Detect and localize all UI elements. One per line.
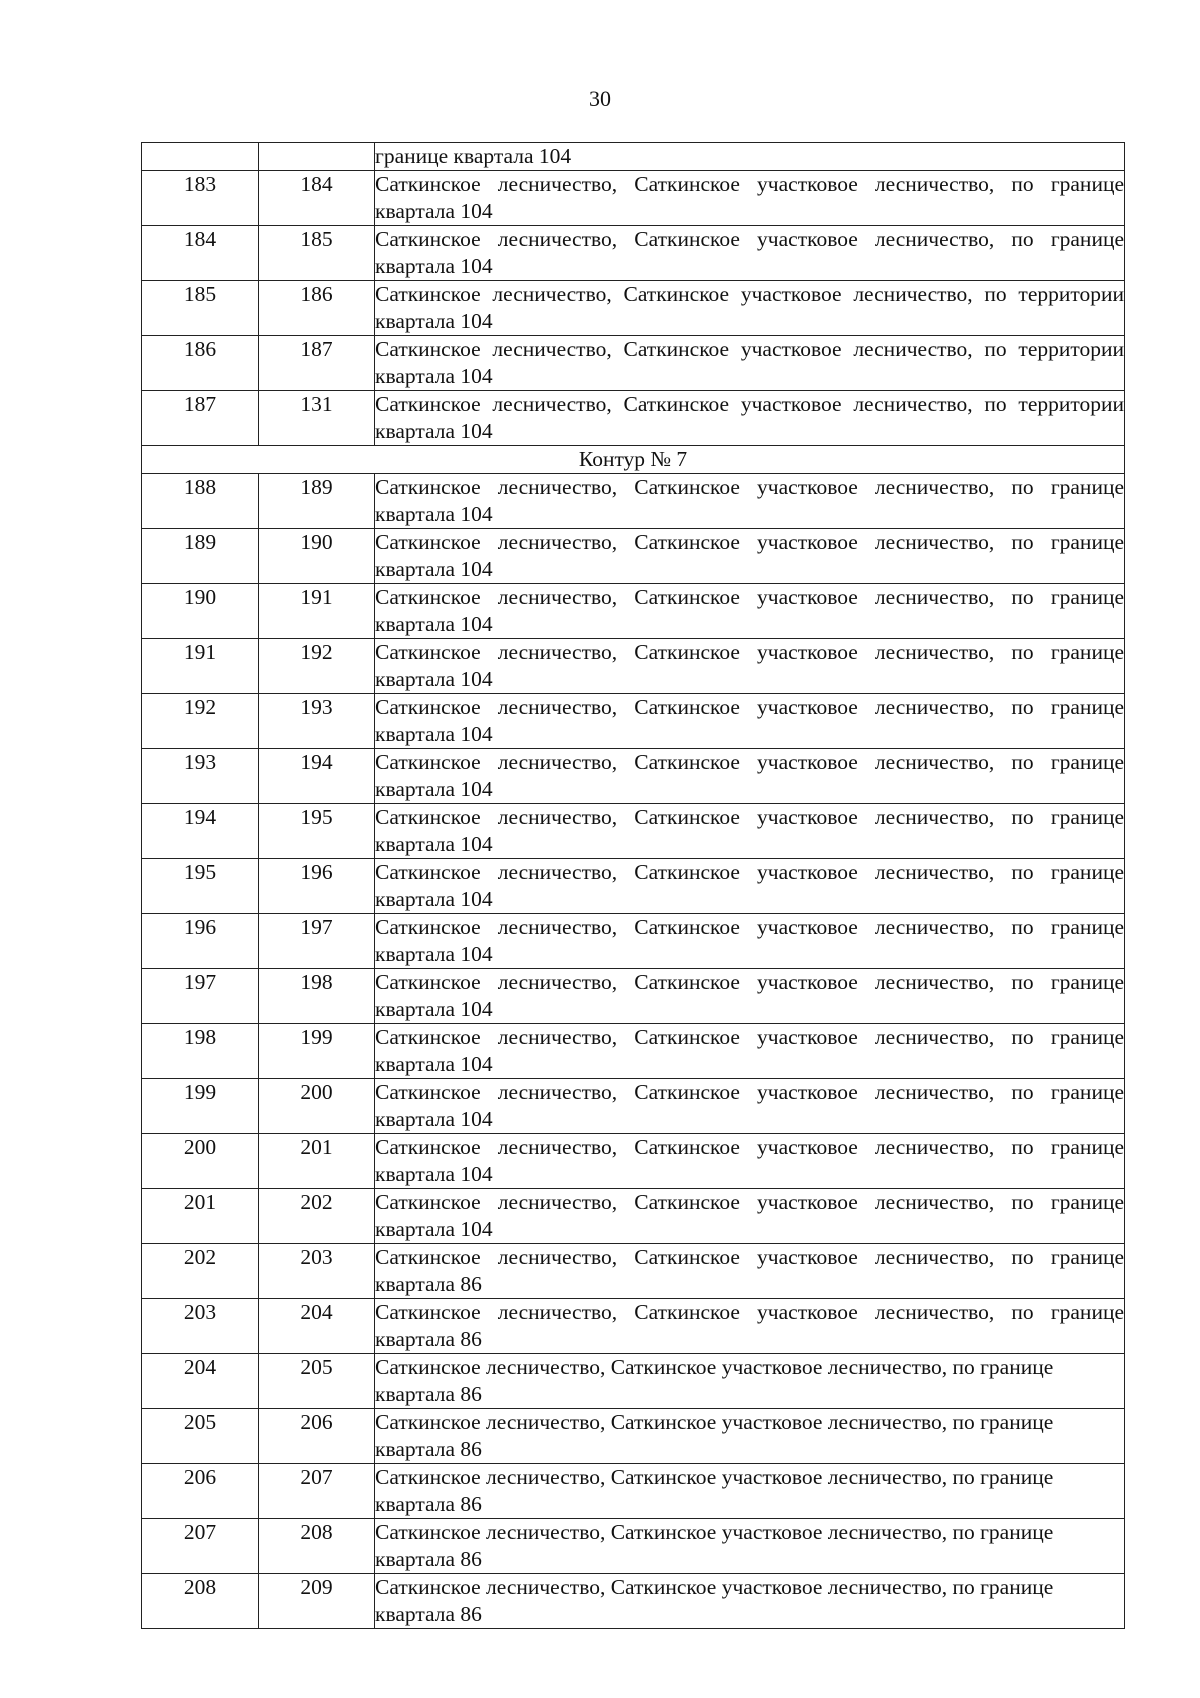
point-to-cell: 199: [259, 1024, 375, 1079]
point-from-cell: 186: [142, 336, 259, 391]
description-cell: Саткинское лесничество, Саткинское участковое лесничество, по границе квартала 104: [375, 529, 1125, 584]
point-to-cell: 131: [259, 391, 375, 446]
description-cell: Саткинское лесничество, Саткинское участковое лесничество, по границе квартала 104: [375, 969, 1125, 1024]
point-from-cell: [142, 143, 259, 171]
point-from-cell: 204: [142, 1354, 259, 1409]
table-row: [142, 226, 1125, 281]
point-to-cell: 193: [259, 694, 375, 749]
description-cell: Саткинское лесничество, Саткинское участковое лесничество, по границе квартала 104: [375, 171, 1125, 226]
description-cell: Саткинское лесничество, Саткинское участковое лесничество, по границе квартала 86: [375, 1354, 1125, 1409]
description-cell: Саткинское лесничество, Саткинское участковое лесничество, по территории квартала 104: [375, 281, 1125, 336]
point-from-cell: 184: [142, 226, 259, 281]
table-row: [142, 281, 1125, 336]
point-from-cell: 185: [142, 281, 259, 336]
point-to-cell: 184: [259, 171, 375, 226]
point-to-cell: 207: [259, 1464, 375, 1519]
point-from-cell: 192: [142, 694, 259, 749]
point-to-cell: 209: [259, 1574, 375, 1629]
table-row: [142, 1134, 1125, 1189]
point-to-cell: 202: [259, 1189, 375, 1244]
description-cell: Саткинское лесничество, Саткинское участковое лесничество, по границе квартала 86: [375, 1519, 1125, 1574]
point-from-cell: 199: [142, 1079, 259, 1134]
table-row: [142, 336, 1125, 391]
point-from-cell: 201: [142, 1189, 259, 1244]
description-cell: Саткинское лесничество, Саткинское участковое лесничество, по границе квартала 104: [375, 1134, 1125, 1189]
table-row: [142, 1464, 1125, 1519]
table-row: [142, 1079, 1125, 1134]
table-row: [142, 804, 1125, 859]
description-cell: Саткинское лесничество, Саткинское участковое лесничество, по границе квартала 86: [375, 1244, 1125, 1299]
point-from-cell: 194: [142, 804, 259, 859]
table-row: [142, 1024, 1125, 1079]
point-to-cell: 191: [259, 584, 375, 639]
point-to-cell: 187: [259, 336, 375, 391]
point-from-cell: 191: [142, 639, 259, 694]
table-row: [142, 1299, 1125, 1354]
table-row: [142, 474, 1125, 529]
point-to-cell: 194: [259, 749, 375, 804]
point-to-cell: [259, 143, 375, 171]
table-row: [142, 749, 1125, 804]
description-cell: Саткинское лесничество, Саткинское участковое лесничество, по границе квартала 86: [375, 1464, 1125, 1519]
description-cell: Саткинское лесничество, Саткинское участковое лесничество, по границе квартала 104: [375, 1079, 1125, 1134]
point-from-cell: 183: [142, 171, 259, 226]
point-to-cell: 206: [259, 1409, 375, 1464]
table-row: [142, 859, 1125, 914]
description-cell: Саткинское лесничество, Саткинское участковое лесничество, по границе квартала 86: [375, 1574, 1125, 1629]
description-cell: Саткинское лесничество, Саткинское участковое лесничество, по территории квартала 104: [375, 391, 1125, 446]
boundary-table-body: [142, 143, 1125, 1629]
description-cell: Саткинское лесничество, Саткинское участковое лесничество, по границе квартала 104: [375, 749, 1125, 804]
point-from-cell: 205: [142, 1409, 259, 1464]
point-to-cell: 185: [259, 226, 375, 281]
point-to-cell: 205: [259, 1354, 375, 1409]
point-to-cell: 198: [259, 969, 375, 1024]
table-row: [142, 1354, 1125, 1409]
point-to-cell: 203: [259, 1244, 375, 1299]
point-from-cell: 189: [142, 529, 259, 584]
table-row: [142, 391, 1125, 446]
table-row: [142, 529, 1125, 584]
page-number: 30: [589, 86, 611, 111]
description-cell: Саткинское лесничество, Саткинское участковое лесничество, по территории квартала 104: [375, 336, 1125, 391]
description-cell: Саткинское лесничество, Саткинское участковое лесничество, по границе квартала 104: [375, 1024, 1125, 1079]
point-to-cell: 186: [259, 281, 375, 336]
point-to-cell: 204: [259, 1299, 375, 1354]
table-row-continuation: [142, 143, 1125, 171]
point-to-cell: 189: [259, 474, 375, 529]
point-to-cell: 200: [259, 1079, 375, 1134]
point-from-cell: 197: [142, 969, 259, 1024]
point-to-cell: 195: [259, 804, 375, 859]
point-from-cell: 206: [142, 1464, 259, 1519]
point-from-cell: 202: [142, 1244, 259, 1299]
table-row: [142, 639, 1125, 694]
point-to-cell: 197: [259, 914, 375, 969]
description-cell: Саткинское лесничество, Саткинское участковое лесничество, по границе квартала 104: [375, 694, 1125, 749]
point-to-cell: 190: [259, 529, 375, 584]
description-cell: Саткинское лесничество, Саткинское участковое лесничество, по границе квартала 86: [375, 1299, 1125, 1354]
table-row: [142, 1409, 1125, 1464]
table-row: [142, 969, 1125, 1024]
table-row: [142, 1244, 1125, 1299]
point-from-cell: 188: [142, 474, 259, 529]
point-to-cell: 196: [259, 859, 375, 914]
point-from-cell: 203: [142, 1299, 259, 1354]
point-from-cell: 195: [142, 859, 259, 914]
description-cell: границе квартала 104: [375, 143, 1125, 171]
point-from-cell: 208: [142, 1574, 259, 1629]
description-cell: Саткинское лесничество, Саткинское участковое лесничество, по границе квартала 104: [375, 474, 1125, 529]
description-cell: Саткинское лесничество, Саткинское участковое лесничество, по границе квартала 104: [375, 1189, 1125, 1244]
point-to-cell: 192: [259, 639, 375, 694]
description-cell: Саткинское лесничество, Саткинское участковое лесничество, по границе квартала 104: [375, 804, 1125, 859]
point-from-cell: 207: [142, 1519, 259, 1574]
point-from-cell: 187: [142, 391, 259, 446]
description-cell: Саткинское лесничество, Саткинское участковое лесничество, по границе квартала 104: [375, 226, 1125, 281]
contour-label: Контур № 7: [142, 446, 1125, 474]
description-cell: Саткинское лесничество, Саткинское участковое лесничество, по границе квартала 86: [375, 1409, 1125, 1464]
point-from-cell: 190: [142, 584, 259, 639]
description-cell: Саткинское лесничество, Саткинское участковое лесничество, по границе квартала 104: [375, 639, 1125, 694]
table-row: [142, 1519, 1125, 1574]
point-from-cell: 196: [142, 914, 259, 969]
table-row: [142, 914, 1125, 969]
boundary-table: [141, 142, 1125, 1629]
point-from-cell: 198: [142, 1024, 259, 1079]
point-to-cell: 208: [259, 1519, 375, 1574]
table-row: [142, 694, 1125, 749]
description-cell: Саткинское лесничество, Саткинское участковое лесничество, по границе квартала 104: [375, 584, 1125, 639]
contour-header-row: [142, 446, 1125, 474]
table-row: [142, 171, 1125, 226]
description-cell: Саткинское лесничество, Саткинское участковое лесничество, по границе квартала 104: [375, 914, 1125, 969]
table-row: [142, 1189, 1125, 1244]
table-row: [142, 584, 1125, 639]
description-cell: Саткинское лесничество, Саткинское участковое лесничество, по границе квартала 104: [375, 859, 1125, 914]
point-from-cell: 193: [142, 749, 259, 804]
table-row: [142, 1574, 1125, 1629]
point-from-cell: 200: [142, 1134, 259, 1189]
point-to-cell: 201: [259, 1134, 375, 1189]
